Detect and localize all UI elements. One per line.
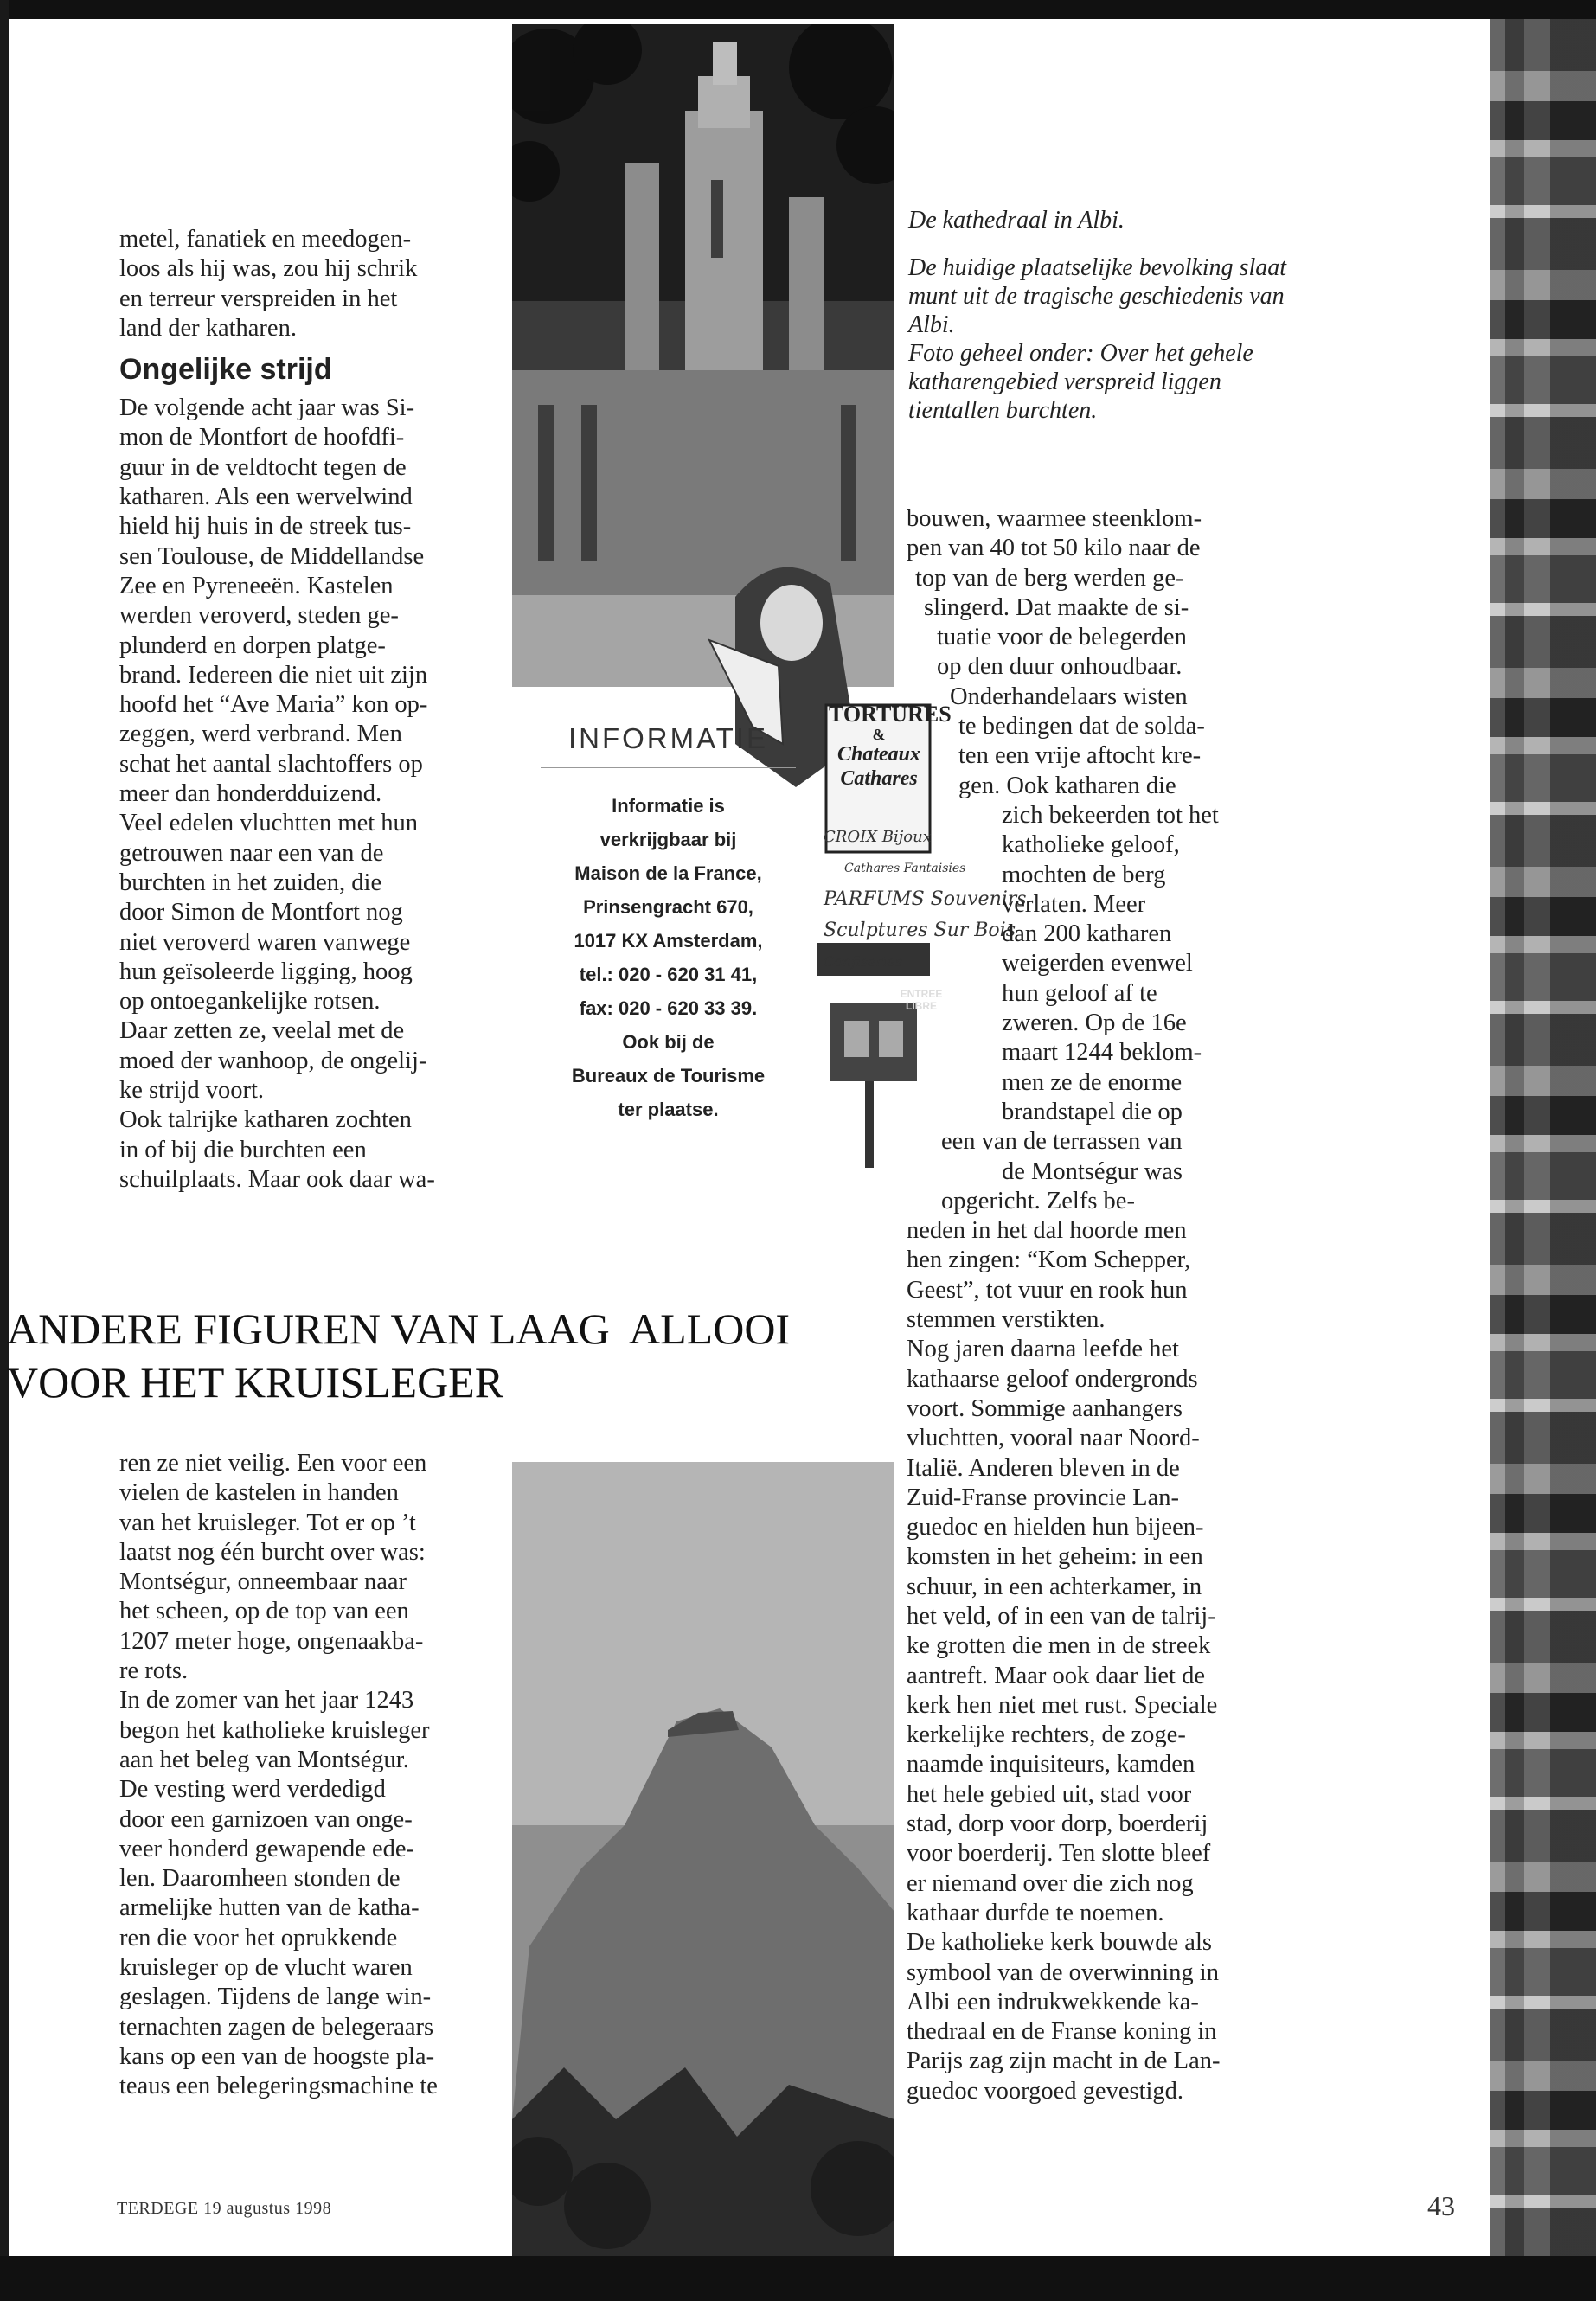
caption-title: De kathedraal in Albi. [908,207,1125,234]
text-line: sen Toulouse, de Middellandse [119,542,425,570]
text-line: vluchtten, vooral naar Noord- [907,1425,1200,1452]
text-line: stad, dorp voor dorp, boerderij [907,1811,1208,1838]
text-line: Geest”, tot vuur en rook hun [907,1276,1188,1304]
body-text [119,394,483,1195]
arrow-line-2: LIBRE [906,1000,937,1012]
text-line: guedoc voorgoed gevestigd. [907,2077,1184,2105]
text-line: teaus een belegeringsmachine te [119,2073,438,2100]
text-line: ren die voor het oprukkende [119,1924,398,1952]
text-line: het hele gebied uit, stad voor [907,1780,1192,1808]
scan-border-top [0,0,1596,19]
info-line: Maison de la France, [574,862,762,884]
text-line: geslagen. Tijdens de lange win- [119,1984,432,2011]
section-title-line-1: ANDERE FIGUREN VAN LAAG ALLOOI [7,1304,791,1353]
caption-text-2: Foto geheel onder: Over het gehele katharengebied verspreid liggen tientallen burchten. [908,340,1253,424]
text-line: meer dan honderdduizend. [119,780,382,808]
text-line: 1207 meter hoge, ongenaakba- [119,1627,424,1655]
text-line: Parijs zag zijn macht in de Lan- [907,2048,1221,2075]
text-line: aantreft. Maar ook daar liet de [907,1662,1205,1689]
text-line: weigerden evenwel [1002,950,1193,977]
info-line: verkrijgbaar bij [599,829,737,850]
text-line: zweren. Op de 16e [1002,1009,1187,1037]
text-line: De vesting werd verdedigd [119,1776,386,1804]
text-line: schuilplaats. Maar ook daar wa- [119,1165,435,1193]
text-line: guedoc en hielden hun bijeen- [907,1514,1204,1541]
section-title [7,1302,863,1409]
article-column-2 [119,1449,500,2102]
text-line: schat het aantal slachtoffers op [119,750,423,778]
text-line: katholieke geloof, [1002,831,1180,859]
footer-publication: TERDEGE 19 augustus 1998 [117,2199,332,2218]
text-line: stemmen verstikten. [907,1306,1106,1334]
handwriting-line-2: Cathares Fantaisies [844,862,966,875]
text-line: voor boerderij. Ten slotte bleef [907,1840,1211,1868]
text-line: de Montségur was [1002,1157,1183,1185]
information-box [523,722,813,1126]
text-line: slingerd. Dat maakte de si- [924,593,1189,621]
info-line: tel.: 020 - 620 31 41, [579,964,758,985]
text-line: door Simon de Montfort nog [119,899,403,926]
text-line: hoofd het “Ave Maria” kon op- [119,691,428,719]
text-line: begon het katholieke kruisleger [119,1716,430,1744]
info-line: fax: 020 - 620 33 39. [579,997,758,1019]
photo-caption [908,206,1289,444]
intro-text [119,225,483,343]
text-line: niet veroverd waren vanwege [119,928,411,956]
text-line: kerkelijke rechters, de zoge- [907,1721,1186,1749]
text-line: Montségur, onneembaar naar [119,1568,407,1596]
section-heading: Ongelijke strijd [119,353,332,387]
info-body [523,789,813,1126]
handwriting-line-3: PARFUMS Souvenirs [824,888,1027,910]
text-line: op ontoegankelijke rotsen. [119,988,381,1016]
text-line: burchten in het zuiden, die [119,868,382,896]
text-line: vielen de kastelen in handen [119,1479,399,1507]
text-line: te bedingen dat de solda- [958,713,1205,740]
text-line: voort. Sommige aanhangers [907,1394,1183,1422]
text-line: het scheen, op de top van een [119,1598,409,1625]
text-line: Ook talrijke katharen zochten [119,1106,412,1134]
text-line: Daar zetten ze, veelal met de [119,1017,405,1045]
text-line: kathaarse geloof ondergronds [907,1365,1198,1393]
text-line: kerk hen niet met rust. Speciale [907,1691,1218,1719]
text-line: hun geloof af te [1002,979,1157,1007]
text-line: guur in de veldtocht tegen de [119,453,407,481]
text-line: en terreur verspreiden in het [119,285,398,312]
text-line: De volgende acht jaar was Si- [119,394,415,422]
caption-text-1: De huidige plaatselijke bevolking slaat munt uit de tragische geschiedenis van Albi. [908,254,1287,338]
text-line: kans op een van de hoogste pla- [119,2042,435,2070]
text-line: ren ze niet veilig. Een voor een [119,1450,427,1477]
text-line: schuur, in een achterkamer, in [907,1573,1202,1600]
text-line: In de zomer van het jaar 1243 [119,1687,414,1715]
text-line: kathaar durfde te noemen. [907,1899,1164,1926]
text-line: brandstapel die op [1002,1098,1183,1125]
info-line: Ook bij de [622,1031,715,1053]
text-line: Albi een indrukwekkende ka- [907,1988,1199,2016]
page-number: 43 [1427,2190,1455,2221]
text-line: Zuid-Franse provincie Lan- [907,1484,1179,1511]
sign-line-2: & [872,726,886,743]
text-line: moed der wanhoop, de ongelij- [119,1047,427,1074]
text-line: laatst nog één burcht over was: [119,1538,426,1566]
text-line: hun geïsoleerde ligging, hoog [119,958,413,985]
text-line: Italië. Anderen bleven in de [907,1454,1180,1482]
info-line: Bureaux de Tourisme [571,1065,766,1086]
text-line: op den duur onhoudbaar. [937,653,1183,681]
text-line: verlaten. Meer [1002,890,1146,918]
text-line: getrouwen naar een van de [119,839,384,867]
text-line: opgericht. Zelfs be- [941,1187,1135,1215]
text-line: veer honderd gewapende ede- [119,1835,415,1862]
text-line: maart 1244 beklom- [1002,1039,1202,1067]
text-line: katharen. Als een wervelwind [119,484,413,511]
text-line: thedraal en de Franse koning in [907,2018,1217,2046]
info-line: Prinsengracht 670, [583,896,753,918]
section-title-line-2: VOOR HET KRUISLEGER [7,1358,504,1407]
text-line: loos als hij was, zou hij schrik [119,255,418,283]
text-line: top van de berg werden ge- [915,564,1184,592]
text-line: zeggen, werd verbrand. Men [119,721,402,748]
text-line: mon de Montfort de hoofdfi- [119,424,405,452]
text-line: men ze de enorme [1002,1068,1183,1096]
text-line: armelijke hutten van de katha- [119,1894,420,1922]
text-line: zich bekeerden tot het [1002,801,1219,829]
text-line: re rots. [119,1657,189,1685]
decorative-border-image [1490,19,1596,2256]
text-line: het veld, of in een van de talrij- [907,1602,1216,1630]
info-title: INFORMATIE [541,722,796,768]
text-line: len. Daaromheen stonden de [119,1865,401,1893]
text-line: Nog jaren daarna leefde het [907,1336,1179,1363]
text-line: land der katharen. [119,314,297,342]
text-line: mochten de berg [1002,861,1166,888]
text-line: Veel edelen vluchtten met hun [119,810,419,837]
text-line: ten een vrije aftocht kre- [958,742,1202,770]
text-line: aan het beleg van Montségur. [119,1746,409,1773]
text-line: in of bij die burchten een [119,1136,367,1163]
text-line: brand. Iedereen die niet uit zijn [119,661,428,689]
handwriting-line-4: Sculptures Sur Bois [824,920,1016,941]
text-line: kruisleger op de vlucht waren [119,1954,413,1982]
scan-border-bottom [0,2256,1596,2301]
sign-line-4: Cathares [840,767,918,790]
text-line: ternachten zagen de belegeraars [119,2013,434,2041]
text-line: naamde inquisiteurs, kamden [907,1751,1195,1779]
article-column-3 [907,504,1313,2106]
sign-line-3: Chateaux [836,743,921,766]
text-line: tuatie voor de belegerden [937,624,1187,651]
cliff-illustration [512,1462,894,2256]
info-line: Informatie is [612,795,725,817]
arrow-line-1: ENTREE [900,988,943,1000]
text-line: dan 200 katharen [1002,920,1172,948]
text-line: hen zingen: “Kom Schepper, [907,1247,1191,1274]
handwriting-line-1: CROIX Bijoux [824,828,932,846]
scan-border-left [0,0,9,2301]
text-line: gen. Ook katharen die [958,772,1176,799]
text-line: hield hij huis in de streek tus- [119,513,412,541]
text-line: een van de terrassen van [941,1128,1183,1156]
text-line: pen van 40 tot 50 kilo naar de [907,535,1201,562]
text-line: plunderd en dorpen platge- [119,631,386,659]
montsegur-cliff-photo [512,1462,894,2256]
sign-line-1: TORTURES [829,702,952,727]
text-line: neden in het dal hoorde men [907,1217,1187,1245]
text-line: De katholieke kerk bouwde als [907,1929,1212,1957]
text-line: bouwen, waarmee steenklom- [907,505,1202,532]
text-line: metel, fanatiek en meedogen- [119,226,412,253]
text-line: komsten in het geheim: in een [907,1543,1203,1571]
handwriting-line-5: Confiseries [824,953,902,970]
text-line: Onderhandelaars wisten [950,683,1188,710]
text-line: er niemand over die zich nog [907,1869,1194,1897]
text-line: door een garnizoen van onge- [119,1805,413,1833]
text-line: symbool van de overwinning in [907,1958,1219,1986]
text-line: werden veroverd, steden ge- [119,602,399,630]
text-line: ke strijd voort. [119,1077,265,1105]
article-column-1 [119,225,483,1195]
text-line: van het kruisleger. Tot er op ’t [119,1509,416,1536]
info-line: 1017 KX Amsterdam, [574,930,763,952]
text-line: Zee en Pyreneeën. Kastelen [119,572,394,599]
info-line: ter plaatse. [618,1099,719,1120]
text-line: ke grotten die men in de streek [907,1632,1211,1660]
